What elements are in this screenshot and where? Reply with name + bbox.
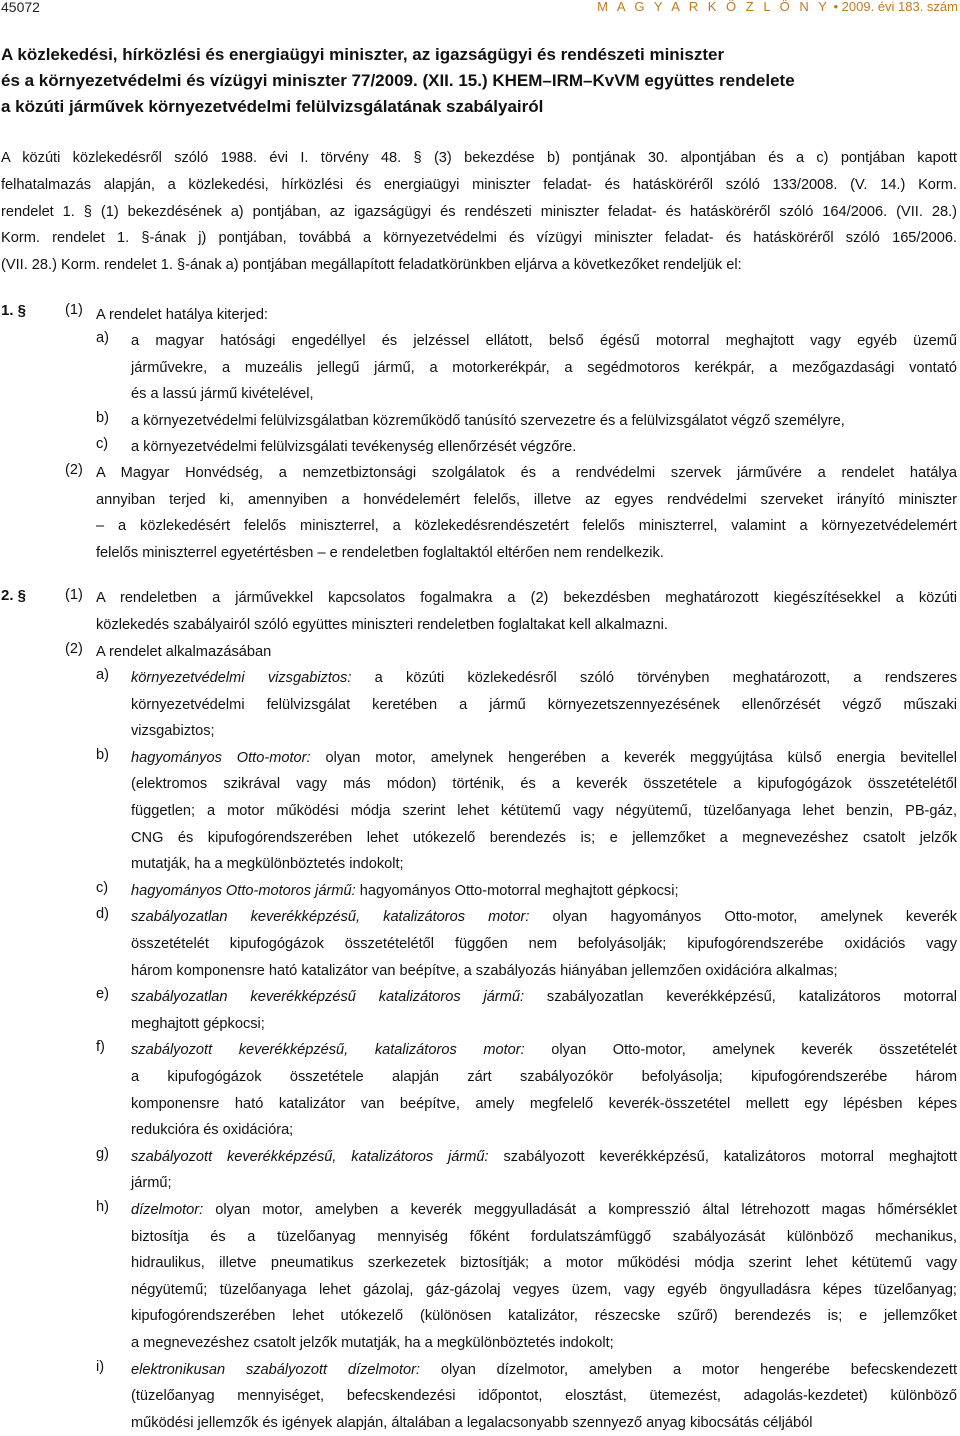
page-number: 45072 [1, 0, 40, 15]
page-header [0, 0, 960, 20]
paragraph-label: (1) [65, 302, 83, 318]
definition-text [131, 1357, 957, 1436]
item-label: a) [96, 330, 109, 346]
paragraph-line: A rendeletben a járművekkel kapcsolatos fogalmakra a (2) bekezdésben meghatározott kiegészítésekkel a közúti [96, 590, 957, 606]
definition-label: g) [96, 1145, 109, 1162]
paragraph-label: (2) [65, 641, 83, 657]
definition-body: hagyományos Otto-motorral meghajtott gépkocsi; [355, 882, 679, 899]
definition-body: szabályozatlan keverékképzésű, katalizátoros motorral [524, 989, 958, 1006]
definition-text [131, 1197, 957, 1357]
definition-line [131, 878, 957, 905]
item-text: a környezetvédelmi felülvizsgálatban közreműködő tanúsító szervezetre és a felülvizsgálatot végző személyre, [131, 413, 845, 429]
definition-text [131, 1144, 957, 1197]
journal-title [597, 0, 958, 14]
definition-line: redukcióra és oxidációra; [131, 1122, 294, 1139]
definition-label: e) [96, 986, 109, 1003]
definition-line: kipufogórendszerében lehet utókezelő (különösen katalizátor, részecske szűrő) berendezés is; e jellemzőket [131, 1308, 957, 1325]
definition-label: a) [96, 667, 109, 683]
definition-line: vizsgabiztos; [131, 723, 215, 740]
item-text [131, 328, 957, 408]
definition-line [131, 1144, 957, 1171]
document-title [1, 42, 956, 120]
definition-line: CNG és kipufogórendszerében lehet utókezelő berendezés is; e jellemzőket a megnevezéshez csatolt jelzők [131, 829, 957, 846]
definition-line [131, 1197, 957, 1224]
preamble-line: rendelet 1. § (1) bekezdésének a) pontjában, az igazságügyi és rendészeti miniszter feladat- és hatásköréről szóló 164/2006. (VII. 28.) [1, 203, 957, 220]
definition-label: b) [96, 746, 109, 763]
definition-label: d) [96, 906, 109, 923]
preamble-line: felhatalmazás alapján, a közlekedési, hírközlési és energiaügyi miniszter feladat- és hatásköréről szóló 133/2008. (V. 14.) Korm. [1, 176, 957, 193]
preamble-line: (VII. 28.) Korm. rendelet 1. §-ának a) pontjában megállapított feladatkörünkben eljárva a következőket rendeljük el: [1, 257, 742, 274]
item-label: c) [96, 436, 109, 452]
definition-text [131, 904, 957, 984]
definition-line: környezetvédelmi felülvizsgálat keretében a jármű környezetszennyezésének ellenőrzését végző műszaki [131, 696, 957, 713]
definition-term: dízelmotor: [131, 1202, 204, 1218]
definition-line: négyütemű; tüzelőanyaga lehet gázolaj, gáz-gázolaj vegyes üzem, vagy egyéb öngyulladásra képes tüzelőanyag; [131, 1281, 957, 1298]
paragraph-line: A Magyar Honvédség, a nemzetbiztonsági szolgálatok és a rendvédelmi szervek járművére a rendelet hatálya [96, 465, 957, 481]
definition-label: i) [96, 1358, 105, 1375]
definition-line [131, 665, 957, 692]
definition-line: összetételét kipufogógázok összetételétől függően nem befolyásolják; kipufogórendszerébe oxidációs vagy [131, 935, 957, 952]
journal-name: M A G Y A R K Ö Z L Ö N Y [597, 0, 830, 14]
definition-term: szabályozatlan keverékképzésű, katalizátoros motor: [131, 909, 530, 926]
definition-line: a megnevezéshez csatolt jelzők mutatják, ha a megkülönböztetés indokolt; [131, 1334, 614, 1351]
preamble-line: A közúti közlekedésről szóló 1988. évi I. törvény 48. § (3) bekezdése b) pontjának 30. alpontjában és a c) pontjában kapott [1, 150, 957, 166]
paragraph-label: (1) [65, 587, 83, 603]
paragraph-line: közlekedés szabályairól szóló együttes miniszteri rendeletben foglaltakat kell alkalmazni. [96, 616, 668, 633]
paragraph-text: A rendelet alkalmazásában [96, 644, 272, 660]
definition-body: olyan hagyományos Otto-motor, amelynek keverék [529, 909, 958, 926]
definition-line: meghajtott gépkocsi; [131, 1015, 265, 1032]
item-line: járművekre, a muzeális jellegű jármű, a motorkerékpár, a segédmotoros kerékpár, a mezőgazdasági vontató [131, 359, 957, 376]
definition-line: jármű; [131, 1175, 172, 1192]
definition-term: szabályozatlan keverékképzésű katalizátoros jármű: [131, 989, 525, 1006]
definition-text [131, 745, 957, 878]
paragraph-label: (2) [65, 462, 83, 478]
definition-text [131, 878, 957, 905]
item-text: a környezetvédelmi felülvizsgálati tevékenység ellenőrzését végzőre. [131, 439, 577, 455]
definition-line [131, 904, 957, 931]
definition-line: (elektromos szikrával vagy más módon) történik, és a keverék összetétele a kipufogógázok összetételétől [131, 776, 957, 793]
definition-body: szabályozott keverékképzésű, katalizátoros motorral meghajtott [488, 1148, 957, 1165]
definition-term: szabályozott keverékképzésű, katalizátoros jármű: [131, 1148, 489, 1165]
definition-line: működési jellemzők és igények alapján, általában a legalacsonyabb szennyező anyag kibocsátás céljából [131, 1414, 813, 1431]
paragraph-text: A rendelet hatálya kiterjed: [96, 307, 268, 323]
definition-term: hagyományos Otto-motoros jármű: [131, 882, 356, 899]
journal-issue: • 2009. évi 183. szám [833, 0, 958, 14]
definition-line: komponensre ható katalizátor van beépítve, amely megfelelő keverék-összetétel mellett egy lépésben képes [131, 1095, 957, 1112]
definition-text [131, 1037, 957, 1143]
title-line: A közlekedési, hírközlési és energiaügyi miniszter, az igazságügyi és rendészeti miniszter [1, 45, 725, 64]
definition-line: független; a motor működési módja szerint lehet kétütemű vagy négyütemű, tüzelőanyaga lehet benzin, PB-gáz, [131, 802, 957, 819]
paragraph-line: annyiban terjed ki, amennyiben a honvédelemért felelős, illetve az egyes rendvédelmi szerveket irányító miniszter [96, 491, 957, 508]
definition-label: c) [96, 879, 109, 896]
definition-line [131, 1037, 957, 1064]
paragraph-line: felelős miniszterrel egyetértésben – e rendeletben foglaltaktól eltérően nem rendelkezik. [96, 544, 664, 561]
definition-term: szabályozott keverékképzésű, katalizátoros motor: [131, 1042, 525, 1059]
paragraph-text [96, 585, 957, 638]
title-line: a közúti járművek környezetvédelmi felülvizsgálatának szabályairól [1, 97, 544, 116]
item-label: b) [96, 410, 109, 426]
preamble [1, 145, 957, 279]
definition-line: hidraulikus, illetve pneumatikus szerkezetek biztosítják; a motor működési módja szerint lehet kétütemű vagy [131, 1255, 957, 1272]
item-line: a magyar hatósági engedéllyel és jelzéssel ellátott, belső égésű motorral meghajtott vagy egyéb üzemű [131, 333, 957, 349]
item-line: és a lassú jármű kivételével, [131, 386, 314, 403]
definition-label: h) [96, 1199, 109, 1215]
definition-text [131, 665, 957, 745]
definition-term: elektronikusan szabályozott dízelmotor: [131, 1361, 421, 1378]
section-number: 1. § [1, 302, 27, 319]
definition-line: (tüzelőanyag mennyiséget, befecskendezési időpontot, elosztást, ütemezést, adagolás-kezdetet) különböző [131, 1388, 957, 1405]
definition-body: olyan Otto-motor, amelynek keverék összetételét [524, 1042, 957, 1059]
definition-body: olyan motor, amelyben a keverék meggyulladását a kompresszió által létrehozott magas hőmérséklet [203, 1202, 957, 1218]
definition-body: olyan dízelmotor, amelyben a motor hengerébe befecskendezett [420, 1361, 957, 1378]
definition-line [131, 1357, 957, 1384]
definition-line: biztosítja és a tüzelőanyag mennyiség főként fordulatszámfüggő szabályozását különböző mechanikus, [131, 1228, 957, 1245]
definition-line: mutatják, ha a megkülönböztetés indokolt; [131, 856, 404, 873]
section-number: 2. § [1, 587, 27, 604]
preamble-line: Korm. rendelet 1. §-ának j) pontjában, továbbá a környezetvédelmi és vízügyi miniszter feladat- és hatásköréről szóló 165/2006. [1, 230, 957, 247]
definition-text [131, 984, 957, 1037]
definition-term: hagyományos Otto-motor: [131, 749, 311, 766]
definition-body: a közúti közlekedésről szóló törvényben meghatározott, a rendszeres [351, 670, 958, 686]
definition-line: a kipufogógázok összetétele alapján zárt szabályozókör befolyásolja; kipufogórendszerébe három [131, 1068, 957, 1085]
definition-line [131, 745, 957, 772]
definition-term: környezetvédelmi vizsgabiztos: [131, 670, 352, 686]
title-line: és a környezetvédelmi és vízügyi miniszter 77/2009. (XII. 15.) KHEM–IRM–KvVM együttes rendelete [1, 71, 795, 90]
definition-line [131, 984, 957, 1011]
paragraph-line: – a közlekedésért felelős miniszterrel, a közlekedésrendészetért felelős miniszterrel, valamint a környezetvédelemért [96, 518, 957, 535]
definition-body: olyan motor, amelynek hengerében a keverék meggyújtása külső energia bevitellel [310, 749, 957, 766]
definition-line: három komponensre ható katalizátor van beépítve, a szabályozás hiányában jellemzően oxidációra alkalmas; [131, 962, 838, 979]
paragraph-text [96, 460, 957, 566]
definition-label: f) [96, 1039, 105, 1056]
